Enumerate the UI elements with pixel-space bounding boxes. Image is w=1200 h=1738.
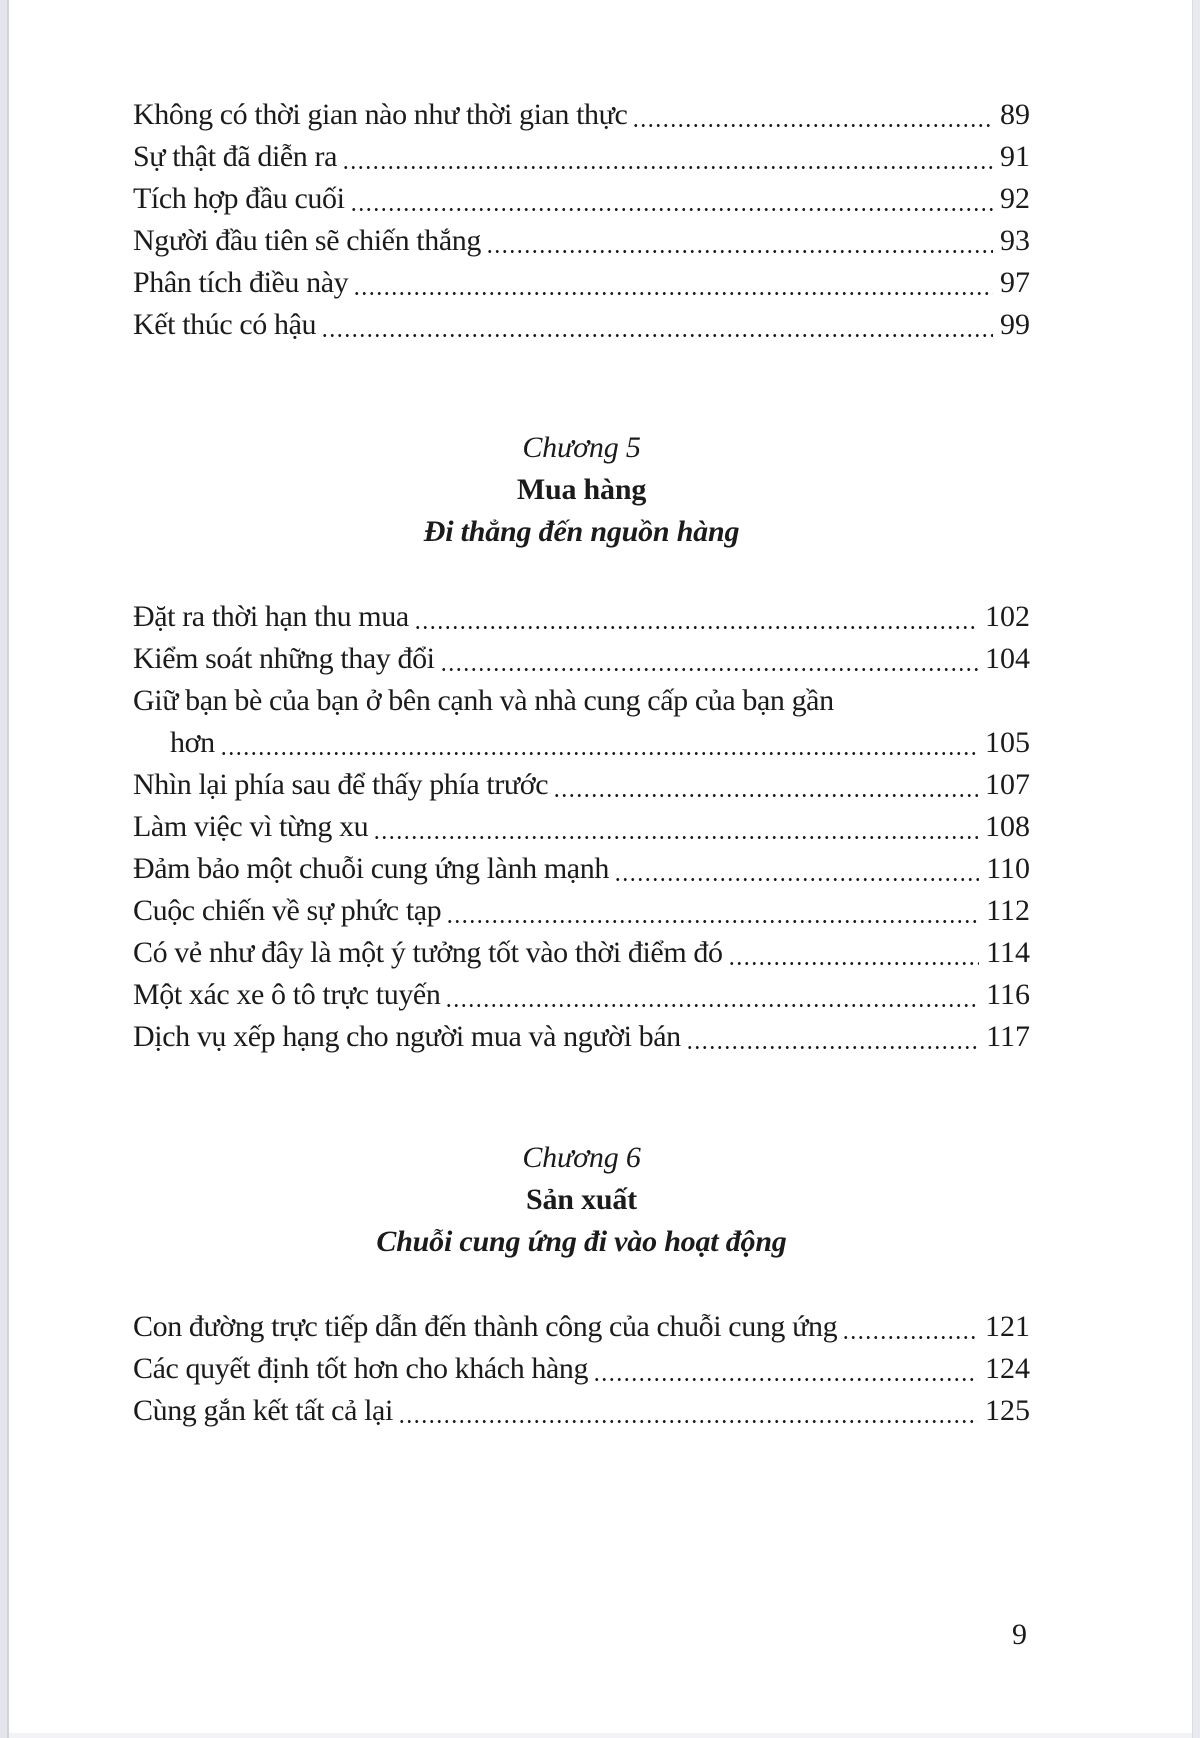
scan-edge-left bbox=[0, 0, 9, 1738]
toc-entry-page: 107 bbox=[985, 768, 1030, 801]
toc-entry-page: 99 bbox=[1000, 308, 1030, 341]
toc-entry-line bbox=[133, 1348, 1030, 1390]
toc-entry-line bbox=[133, 764, 1030, 806]
scan-edge-bottom bbox=[9, 1733, 1192, 1738]
toc-entry-line bbox=[133, 178, 1030, 220]
chapter-subtitle: Đi thẳng đến nguồn hàng bbox=[423, 515, 740, 548]
toc-entry-line bbox=[133, 304, 1030, 346]
page-number: 9 bbox=[1012, 1618, 1027, 1651]
toc-entry-title: Phân tích điều này bbox=[133, 266, 349, 299]
chapter-subtitle: Chuỗi cung ứng đi vào hoạt động bbox=[376, 1225, 787, 1258]
chapter-title: Sản xuất bbox=[526, 1183, 637, 1216]
toc-entry-title: Cùng gắn kết tất cả lại bbox=[133, 1394, 393, 1427]
toc-entries bbox=[133, 94, 1030, 346]
toc-entry-title: hơn bbox=[170, 726, 215, 759]
dot-leader-icon bbox=[486, 220, 993, 262]
toc-entry-title: Người đầu tiên sẽ chiến thắng bbox=[133, 224, 481, 257]
toc-entry-page: 102 bbox=[985, 600, 1030, 633]
dot-leader-icon bbox=[321, 304, 993, 346]
toc-entry-page: 121 bbox=[985, 1310, 1030, 1343]
toc-entry-page: 92 bbox=[1000, 182, 1030, 215]
dot-leader-icon bbox=[414, 596, 978, 638]
dot-leader-icon bbox=[686, 1016, 979, 1058]
toc-entry-page: 116 bbox=[986, 978, 1030, 1011]
toc-section-2 bbox=[133, 1058, 1030, 1432]
toc-entry-page: 117 bbox=[986, 1020, 1030, 1053]
toc-entry-title: Kiểm soát những thay đổi bbox=[133, 642, 435, 675]
dot-leader-icon bbox=[614, 848, 979, 890]
page-footer bbox=[1012, 1614, 1027, 1656]
dot-leader-icon bbox=[842, 1306, 978, 1348]
toc-entry-line bbox=[133, 974, 1030, 1016]
toc-entry-line bbox=[133, 1390, 1030, 1432]
chapter-title: Mua hàng bbox=[516, 473, 647, 506]
dot-leader-icon bbox=[353, 262, 993, 304]
toc-entry-page: 97 bbox=[1000, 266, 1030, 299]
toc-entry-title: Đảm bảo một chuỗi cung ứng lành mạnh bbox=[133, 852, 609, 885]
toc-entry-line bbox=[133, 1016, 1030, 1058]
toc-entries bbox=[133, 1306, 1030, 1432]
toc-entry-title: Kết thúc có hậu bbox=[133, 308, 317, 341]
toc-entry-line bbox=[133, 722, 1030, 764]
dot-leader-icon bbox=[440, 638, 978, 680]
toc-entry-line bbox=[133, 680, 1030, 722]
toc-entry-title: Nhìn lại phía sau để thấy phía trước bbox=[133, 768, 549, 801]
toc-entry-title: Các quyết định tốt hơn cho khách hàng bbox=[133, 1352, 589, 1385]
toc-entry-page: 104 bbox=[985, 642, 1030, 675]
toc-entry-page: 93 bbox=[1000, 224, 1030, 257]
dot-leader-icon bbox=[446, 890, 979, 932]
toc-entry-title: Giữ bạn bè của bạn ở bên cạnh và nhà cung cấp của bạn gần bbox=[133, 684, 834, 717]
toc-section-1 bbox=[133, 346, 1030, 1058]
toc-entry-title: Một xác xe ô tô trực tuyến bbox=[133, 978, 441, 1011]
toc-entry-title: Dịch vụ xếp hạng cho người mua và người bán bbox=[133, 1020, 681, 1053]
toc-entry-title: Sự thật đã diễn ra bbox=[133, 140, 338, 173]
toc-entry-line bbox=[133, 806, 1030, 848]
toc-entry-title: Con đường trực tiếp dẫn đến thành công của chuỗi cung ứng bbox=[133, 1310, 838, 1343]
dot-leader-icon bbox=[445, 974, 979, 1016]
toc-entries bbox=[133, 596, 1030, 1058]
toc-entry-title: Tích hợp đầu cuối bbox=[133, 182, 345, 215]
toc-entry-title: Đặt ra thời hạn thu mua bbox=[133, 600, 409, 633]
dot-leader-icon bbox=[728, 932, 980, 974]
toc-entry-page: 108 bbox=[985, 810, 1030, 843]
dot-leader-icon bbox=[553, 764, 978, 806]
chapter-heading bbox=[133, 1137, 1030, 1263]
toc-entry-page: 89 bbox=[1000, 98, 1030, 131]
toc-entry-line bbox=[133, 94, 1030, 136]
toc-entry-title: Làm việc vì từng xu bbox=[133, 810, 369, 843]
toc-entry-line bbox=[133, 848, 1030, 890]
toc-entry-title: Cuộc chiến về sự phức tạp bbox=[133, 894, 442, 927]
dot-leader-icon bbox=[632, 94, 993, 136]
table-of-contents bbox=[133, 0, 1030, 1432]
toc-entry-page: 105 bbox=[985, 726, 1030, 759]
toc-entry-line bbox=[133, 262, 1030, 304]
toc-entry-line bbox=[133, 220, 1030, 262]
chapter-number: Chương 6 bbox=[522, 1141, 641, 1174]
dot-leader-icon bbox=[342, 136, 993, 178]
toc-entry-page: 110 bbox=[986, 852, 1030, 885]
toc-entry-page: 112 bbox=[986, 894, 1030, 927]
toc-entry-title: Không có thời gian nào như thời gian thực bbox=[133, 98, 628, 131]
dot-leader-icon bbox=[398, 1390, 978, 1432]
toc-entry-line bbox=[133, 932, 1030, 974]
chapter-number: Chương 5 bbox=[522, 431, 641, 464]
scan-edge-right bbox=[1192, 0, 1200, 1738]
chapter-heading bbox=[133, 427, 1030, 553]
toc-entry-line bbox=[133, 638, 1030, 680]
toc-entry-line bbox=[133, 890, 1030, 932]
toc-entry-page: 125 bbox=[985, 1394, 1030, 1427]
toc-section-0 bbox=[133, 0, 1030, 346]
toc-entry-title: Có vẻ như đây là một ý tưởng tốt vào thời điểm đó bbox=[133, 936, 723, 969]
toc-entry-line bbox=[133, 136, 1030, 178]
toc-entry-line bbox=[133, 596, 1030, 638]
dot-leader-icon bbox=[373, 806, 978, 848]
toc-entry-page: 124 bbox=[985, 1352, 1030, 1385]
toc-entry-page: 91 bbox=[1000, 140, 1030, 173]
toc-entry-page: 114 bbox=[986, 936, 1030, 969]
toc-entry-line bbox=[133, 1306, 1030, 1348]
dot-leader-icon bbox=[220, 722, 978, 764]
dot-leader-icon bbox=[350, 178, 993, 220]
dot-leader-icon bbox=[593, 1348, 978, 1390]
